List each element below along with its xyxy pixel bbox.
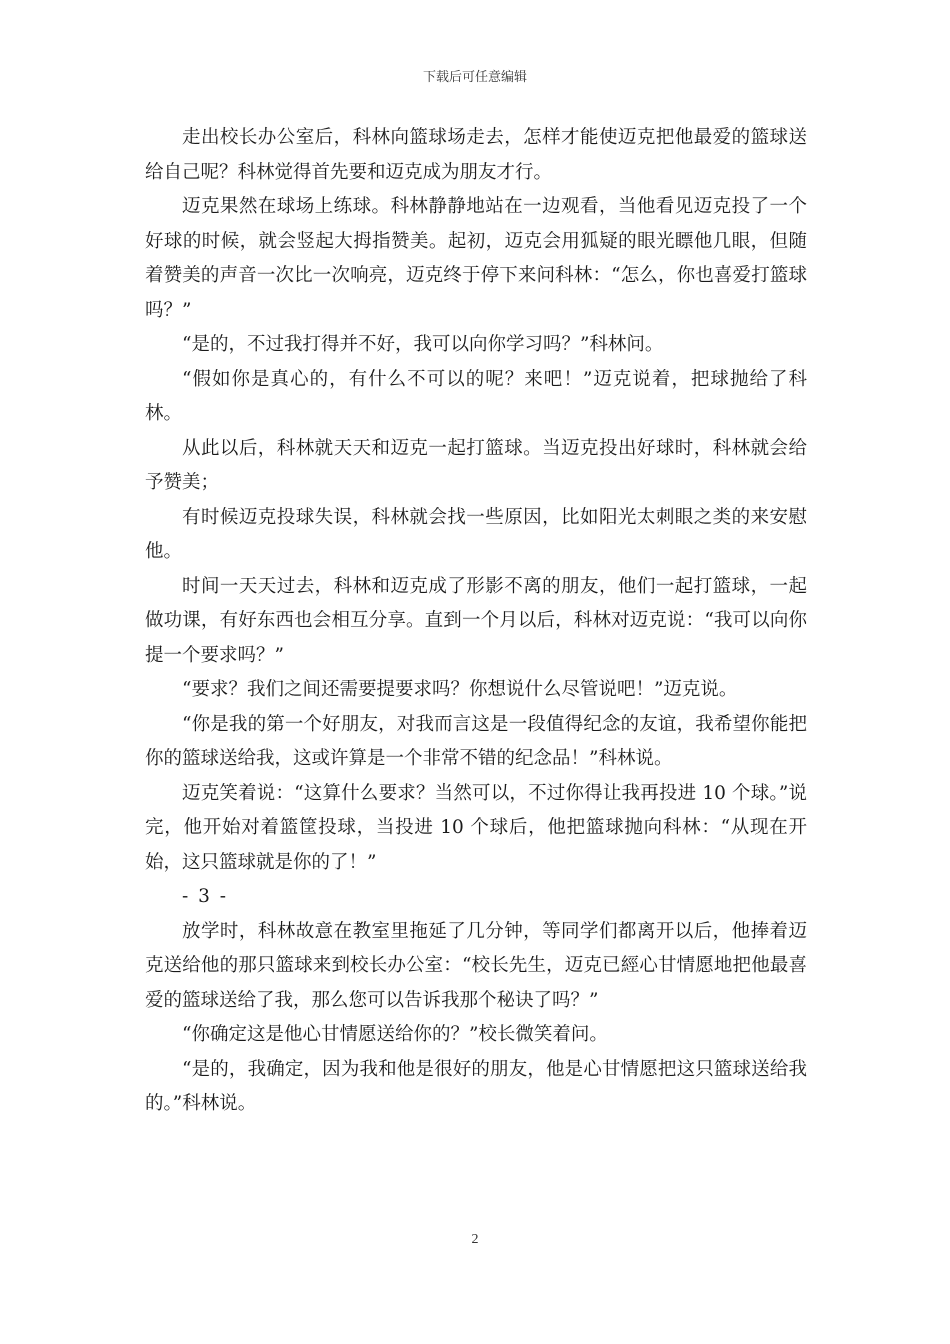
paragraph: 有时候迈克投球失误，科林就会找一些原因，比如阳光太刺眼之类的来安慰他。: [145, 506, 807, 562]
paragraph: 迈克笑着说：“这算什么要求？当然可以，不过你得让我再投进 10 个球。”说完，他开始对着篮筐投球，当投进 10 个球后，他把篮球抛向科林：“从现在开始，这只篮球就是你的了！”: [145, 782, 807, 873]
paragraph: 走出校长办公室后，科林向篮球场走去，怎样才能使迈克把他最爱的篮球送给自己呢？科林觉得首先要和迈克成为朋友才行。: [145, 127, 807, 183]
paragraph: 放学时，科林故意在教室里拖延了几分钟，等同学们都离开以后，他捧着迈克送给他的那只篮球来到校长办公室：“校长先生，迈克已經心甘情愿地把他最喜爱的篮球送给了我，那么您可以告诉我那个秘诀了吗？”: [145, 920, 807, 1011]
paragraph: “要求？我们之间还需要提要求吗？你想说什么尽管说吧！”迈克说。: [182, 679, 738, 700]
paragraph: “是的，不过我打得并不好，我可以向你学习吗？”科林问。: [182, 334, 664, 355]
paragraph: 时间一天天过去，科林和迈克成了形影不离的朋友，他们一起打篮球，一起做功课，有好东西也会相互分享。直到一个月以后，科林对迈克说：“我可以向你提一个要求吗？”: [145, 575, 807, 666]
paragraph: “是的，我确定，因为我和他是很好的朋友，他是心甘情愿把这只篮球送给我的。”科林说。: [145, 1058, 807, 1114]
paragraph: “你确定这是他心甘情愿送给你的？”校长微笑着问。: [182, 1024, 608, 1045]
inline-page-marker: - 3 -: [182, 886, 229, 907]
page-header: 下载后可任意编辑: [422, 70, 527, 85]
paragraph: 迈克果然在球场上练球。科林静静地站在一边观看，当他看见迈克投了一个好球的时候，就会竖起大拇指赞美。起初，迈克会用狐疑的眼光瞟他几眼，但随着赞美的声音一次比一次响亮，迈克终于停下来问科林：“怎么，你也喜爱打篮球吗？”: [145, 196, 807, 321]
document-body: [145, 121, 807, 1122]
paragraph: “你是我的第一个好朋友，对我而言这是一段值得纪念的友谊，我希望你能把你的篮球送给我，这或许算是一个非常不错的纪念品！”科林说。: [145, 713, 807, 769]
page-number: 2: [471, 1232, 479, 1247]
paragraph: 从此以后，科林就天天和迈克一起打篮球。当迈克投出好球时，科林就会给予赞美；: [145, 437, 807, 493]
paragraph: “假如你是真心的，有什么不可以的呢？来吧！”迈克说着，把球抛给了科林。: [145, 368, 807, 424]
